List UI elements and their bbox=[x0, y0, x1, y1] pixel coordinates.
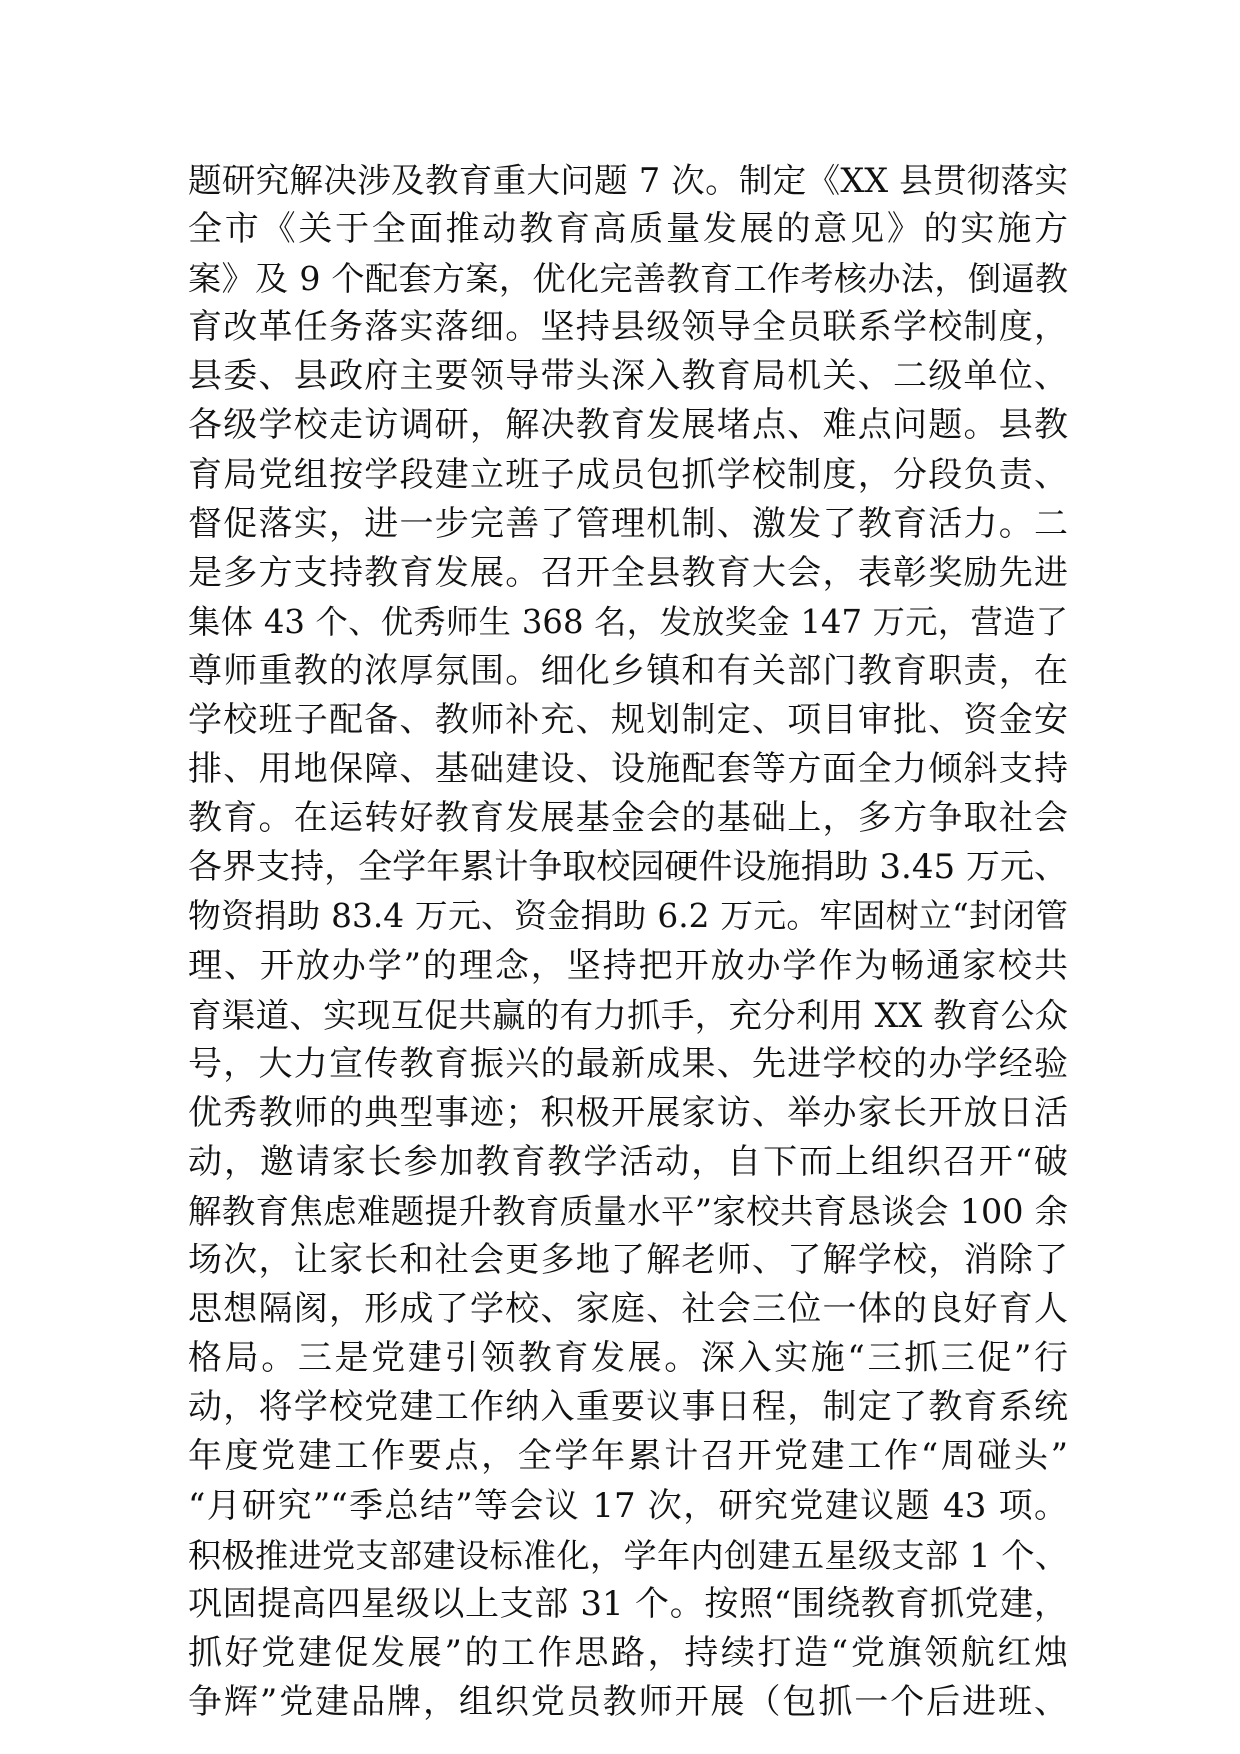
text-line: 县委、县政府主要领导带头深入教育局机关、二级单位、 bbox=[188, 356, 1068, 397]
text-line: 育改革任务落实落细。坚持县级领导全员联系学校制度， bbox=[188, 307, 1068, 348]
text-line: 育局党组按学段建立班子成员包抓学校制度，分段负责、 bbox=[188, 454, 1068, 495]
text-line: 理、开放办学”的理念，坚持把开放办学作为畅通家校共 bbox=[188, 945, 1068, 986]
text-line: 教育。在运转好教育发展基金会的基础上，多方争取社会 bbox=[188, 798, 1068, 839]
text-line: 全市《关于全面推动教育高质量发展的意见》的实施方 bbox=[188, 209, 1068, 250]
text-line: “月研究”“季总结”等会议 17 次，研究党建议题 43 项。 bbox=[188, 1485, 1068, 1526]
text-line: 抓好党建促发展”的工作思路，持续打造“党旗领航红烛 bbox=[188, 1632, 1068, 1673]
text-line: 育渠道、实现互促共赢的有力抓手，充分利用 XX 教育公众 bbox=[188, 995, 1068, 1035]
text-line: 解教育焦虑难题提升教育质量水平”家校共育恳谈会 100 余 bbox=[188, 1191, 1068, 1231]
text-line: 积极推进党支部建设标准化，学年内创建五星级支部 1 个、 bbox=[188, 1535, 1068, 1575]
text-line: 场次，让家长和社会更多地了解老师、了解学校，消除了 bbox=[188, 1240, 1068, 1281]
text-line: 动，将学校党建工作纳入重要议事日程，制定了教育系统 bbox=[188, 1387, 1068, 1428]
body-text bbox=[188, 156, 1068, 1727]
text-line: 物资捐助 83.4 万元、资金捐助 6.2 万元。牢固树立“封闭管 bbox=[188, 897, 1068, 936]
text-line: 年度党建工作要点，全学年累计召开党建工作“周碰头” bbox=[188, 1436, 1068, 1477]
text-line: 思想隔阂，形成了学校、家庭、社会三位一体的良好育人 bbox=[188, 1289, 1068, 1330]
text-line: 优秀教师的典型事迹；积极开展家访、举办家长开放日活 bbox=[188, 1092, 1068, 1133]
text-line: 各级学校走访调研，解决教育发展堵点、难点问题。县教 bbox=[188, 405, 1068, 446]
text-line: 格局。三是党建引领教育发展。深入实施“三抓三促”行 bbox=[188, 1338, 1068, 1379]
text-line: 巩固提高四星级以上支部 31 个。按照“围绕教育抓党建， bbox=[188, 1583, 1068, 1624]
text-line: 题研究解决涉及教育重大问题 7 次。制定《XX 县贯彻落实 bbox=[188, 161, 1068, 200]
text-line: 各界支持，全学年累计争取校园硬件设施捐助 3.45 万元、 bbox=[188, 847, 1068, 888]
text-line: 动，邀请家长参加教育教学活动，自下而上组织召开“破 bbox=[188, 1141, 1068, 1182]
text-line: 案》及 9 个配套方案，优化完善教育工作考核办法，倒逼教 bbox=[188, 259, 1068, 299]
text-line: 争辉”党建品牌，组织党员教师开展（包抓一个后进班、 bbox=[188, 1681, 1068, 1722]
text-line: 督促落实，进一步完善了管理机制、激发了教育活力。二 bbox=[188, 503, 1068, 544]
text-line: 是多方支持教育发展。召开全县教育大会，表彰奖励先进 bbox=[188, 552, 1068, 593]
text-line: 学校班子配备、教师补充、规划制定、项目审批、资金安 bbox=[188, 700, 1068, 741]
text-line: 号，大力宣传教育振兴的最新成果、先进学校的办学经验 bbox=[188, 1043, 1068, 1084]
text-line: 排、用地保障、基础建设、设施配套等方面全力倾斜支持 bbox=[188, 749, 1068, 790]
text-line: 尊师重教的浓厚氛围。细化乡镇和有关部门教育职责，在 bbox=[188, 650, 1068, 691]
text-line: 集体 43 个、优秀师生 368 名，发放奖金 147 万元，营造了 bbox=[188, 602, 1068, 641]
